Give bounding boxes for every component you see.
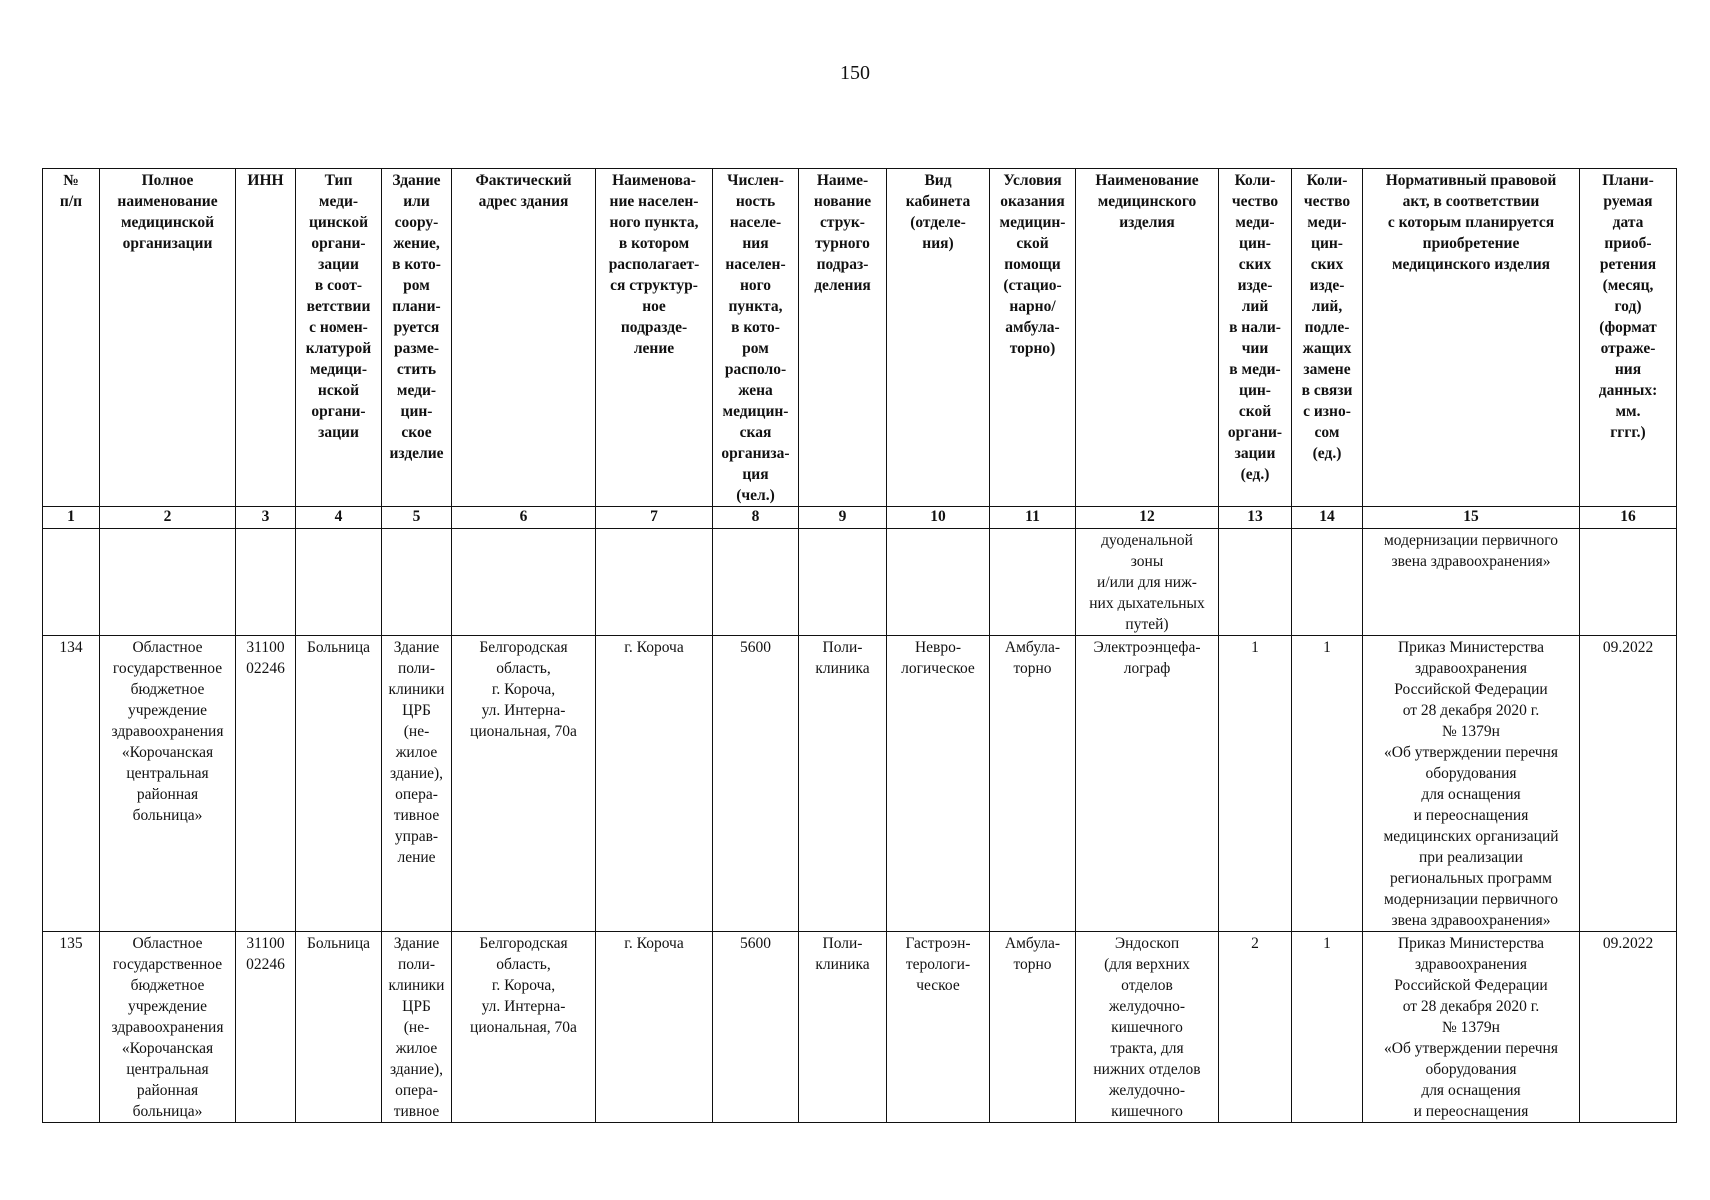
header-cell-subdivision: Наиме- нование струк- турного подраз- деления (799, 169, 887, 507)
table-cell: Белгородская область, г. Короча, ул. Интерна- циональная, 70а (452, 636, 596, 932)
column-number: 2 (100, 507, 236, 529)
table-cell: Областное государственное бюджетное учреждение здравоохранения «Корочанская центральная районная больница» (100, 932, 236, 1123)
table-cell: дуоденальной зоны и/или для ниж- них дыхательных путей) (1076, 529, 1219, 636)
table-cell: 1 (1292, 932, 1363, 1123)
header-cell-legal-act: Нормативный правовой акт, в соответствии с которым планируется приобретение медицинского изделия (1363, 169, 1580, 507)
table-cell: Поли- клиника (799, 932, 887, 1123)
column-number: 12 (1076, 507, 1219, 529)
header-row (43, 169, 1677, 507)
page-number: 150 (840, 62, 870, 84)
table-cell: 09.2022 (1580, 636, 1677, 932)
header-cell-population: Числен- ность населе- ния населен- ного пункта, в кото- ром располо- жена медицин- ская организа- ция (чел.) (713, 169, 799, 507)
table-cell (713, 529, 799, 636)
table-cell: Больница (296, 636, 382, 932)
table-cell (100, 529, 236, 636)
table-cell: Невро- логическое (887, 636, 990, 932)
table-cell: Амбула- торно (990, 636, 1076, 932)
table-cell (990, 529, 1076, 636)
table-cell (43, 529, 100, 636)
table-cell (1580, 529, 1677, 636)
table-cell: Эндоскоп (для верхних отделов желудочно- кишечного тракта, для нижних отделов желудочно- кишечного (1076, 932, 1219, 1123)
column-number-row (43, 507, 1677, 529)
column-number: 3 (236, 507, 296, 529)
table-cell: 31100 02246 (236, 636, 296, 932)
header-cell-planned-date: Плани- руемая дата приоб- ретения (месяц, год) (формат отраже- ния данных: мм. гггг.) (1580, 169, 1677, 507)
table-cell (887, 529, 990, 636)
header-cell-address: Фактический адрес здания (452, 169, 596, 507)
table-cell: модернизации первичного звена здравоохранения» (1363, 529, 1580, 636)
header-cell-cabinet-type: Вид кабинета (отделе- ния) (887, 169, 990, 507)
table-row (43, 636, 1677, 932)
column-number: 13 (1219, 507, 1292, 529)
header-cell-devices-available: Коли- чество меди- цин- ских изде- лий в нали- чии в меди- цин- ской органи- зации (ед.) (1219, 169, 1292, 507)
table-cell: 09.2022 (1580, 932, 1677, 1123)
column-number: 8 (713, 507, 799, 529)
table-cell: 1 (1219, 636, 1292, 932)
table-cell: Электроэнцефа- лограф (1076, 636, 1219, 932)
header-cell-settlement: Наименова- ние населен- ного пункта, в котором располагает- ся структур- ное подразде- ление (596, 169, 713, 507)
column-number: 5 (382, 507, 452, 529)
table-cell (236, 529, 296, 636)
column-number: 6 (452, 507, 596, 529)
table-cell (382, 529, 452, 636)
equipment-register-table (42, 168, 1677, 1123)
table-row-continuation (43, 529, 1677, 636)
table-cell (799, 529, 887, 636)
table-cell: Гастроэн- терологи- ческое (887, 932, 990, 1123)
table-cell (596, 529, 713, 636)
column-number: 4 (296, 507, 382, 529)
table-cell: г. Короча (596, 932, 713, 1123)
table-cell: 135 (43, 932, 100, 1123)
header-cell-building: Здание или соору- жение, в кото- ром плани- руется разме- стить меди- цин- ское изделие (382, 169, 452, 507)
header-cell-device-name: Наименование медицинского изделия (1076, 169, 1219, 507)
table-cell: 2 (1219, 932, 1292, 1123)
table-cell: Поли- клиника (799, 636, 887, 932)
table-cell (296, 529, 382, 636)
table-cell: 31100 02246 (236, 932, 296, 1123)
table-cell (452, 529, 596, 636)
column-number: 15 (1363, 507, 1580, 529)
table-cell: 5600 (713, 636, 799, 932)
table-cell: Больница (296, 932, 382, 1123)
table-cell (1219, 529, 1292, 636)
table-row (43, 932, 1677, 1123)
table-cell: Амбула- торно (990, 932, 1076, 1123)
header-cell-devices-to-replace: Коли- чество меди- цин- ских изде- лий, подле- жащих замене в связи с изно- сом (ед.) (1292, 169, 1363, 507)
table-cell: Здание поли- клиники ЦРБ (не- жилое здание), опера- тивное (382, 932, 452, 1123)
column-number: 16 (1580, 507, 1677, 529)
table-cell: 1 (1292, 636, 1363, 932)
table-cell: Здание поли- клиники ЦРБ (не- жилое здание), опера- тивное управ- ление (382, 636, 452, 932)
column-number: 7 (596, 507, 713, 529)
header-cell-organization-type: Тип меди- цинской органи- зации в соот- ветствии с номен- клатурой медици- нской органи- зации (296, 169, 382, 507)
header-cell-organization-name: Полное наименование медицинской организации (100, 169, 236, 507)
column-number: 9 (799, 507, 887, 529)
table-cell: 5600 (713, 932, 799, 1123)
table-cell: Приказ Министерства здравоохранения Российской Федерации от 28 декабря 2020 г. № 1379н «Об утверждении перечня оборудования для оснащения и переоснащения (1363, 932, 1580, 1123)
header-cell-number: № п/п (43, 169, 100, 507)
column-number: 14 (1292, 507, 1363, 529)
header-cell-care-conditions: Условия оказания медицин- ской помощи (стацио- нарно/ амбула- торно) (990, 169, 1076, 507)
table-cell: Областное государственное бюджетное учреждение здравоохранения «Корочанская центральная районная больница» (100, 636, 236, 932)
table-cell: г. Короча (596, 636, 713, 932)
column-number: 11 (990, 507, 1076, 529)
table-cell: 134 (43, 636, 100, 932)
table-cell: Белгородская область, г. Короча, ул. Интерна- циональная, 70а (452, 932, 596, 1123)
table-cell: Приказ Министерства здравоохранения Российской Федерации от 28 декабря 2020 г. № 1379н «Об утверждении перечня оборудования для оснащения и переоснащения медицинских организаций при реализации региональных программ модернизации первичного звена здравоохранения» (1363, 636, 1580, 932)
column-number: 10 (887, 507, 990, 529)
table-cell (1292, 529, 1363, 636)
column-number: 1 (43, 507, 100, 529)
header-cell-inn: ИНН (236, 169, 296, 507)
